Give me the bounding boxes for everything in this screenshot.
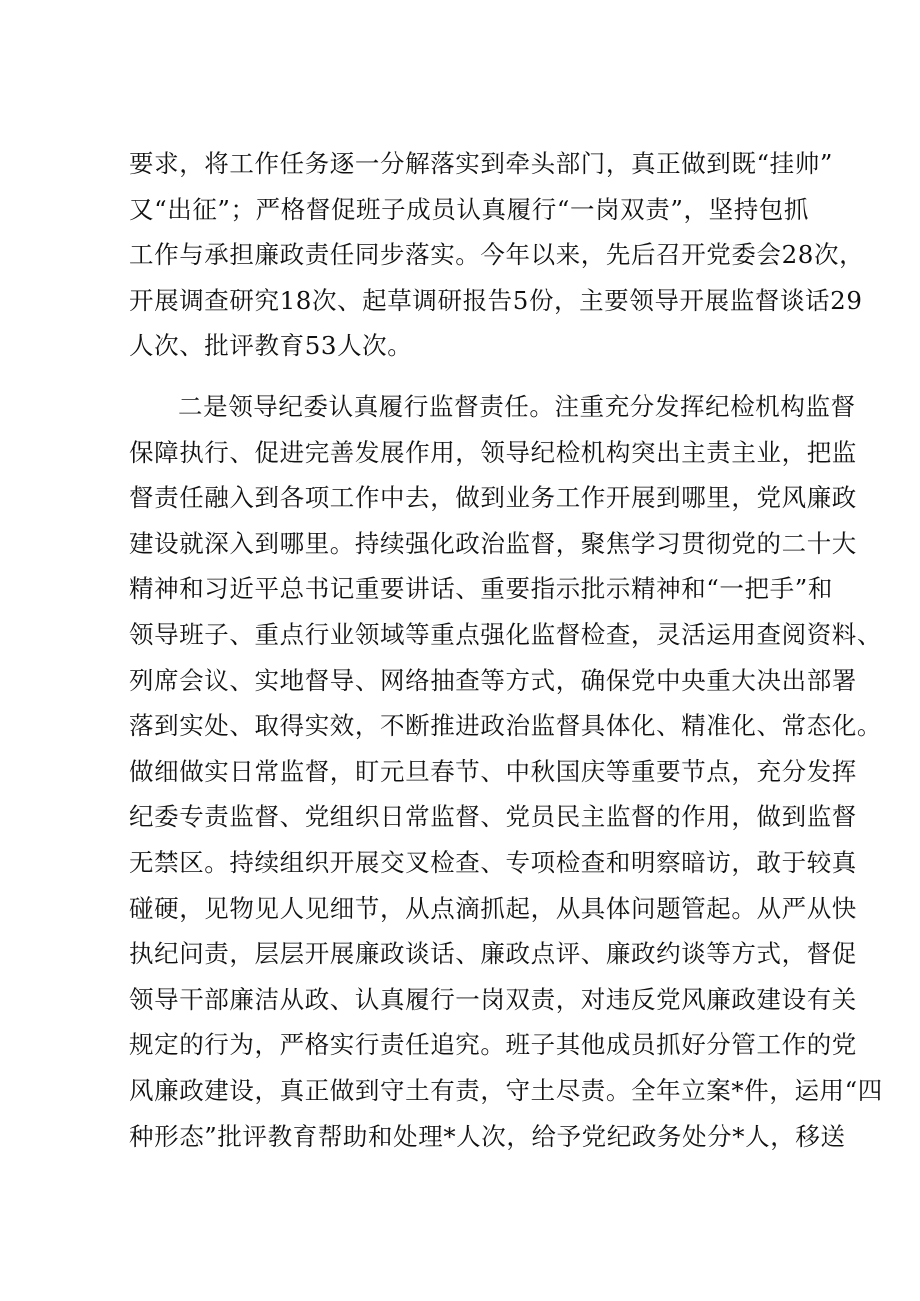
text-line: 落到实处、取得实效，不断推进政治监督具体化、精准化、常态化。 [129,711,882,741]
text-line: 种形态”批评教育帮助和处理*人次，给予党纪政务处分*人，移送 [129,1121,846,1151]
paragraph-2 [129,384,883,1159]
text-line: 无禁区。持续组织开展交叉检查、专项检查和明察暗访，敢于较真 [129,847,857,877]
text-line: 建设就深入到哪里。持续强化政治监督，聚焦学习贯彻党的二十大 [129,528,857,558]
text-line: 二是领导纪委认真履行监督责任。注重充分发挥纪检机构监督 [178,392,856,421]
paragraph-1 [129,141,865,369]
text-line: 碰硬，见物见人见细节，从点滴抓起，从具体问题管起。从严从快 [129,893,857,923]
text-line: 开展调查研究18次、起草调研报告5份，主要领导开展监督谈话29 [129,285,863,315]
text-line: 纪委专责监督、党组织日常监督、党员民主监督的作用，做到监督 [129,802,857,832]
text-line: 又“出征”；严格督促班子成员认真履行“一岗双责”，坚持包抓 [129,194,809,224]
text-line: 规定的行为，严格实行责任追究。班子其他成员抓好分管工作的党 [129,1030,857,1060]
text-line: 列席会议、实地督导、网络抽查等方式，确保党中央重大决出部署 [129,665,857,695]
text-line: 做细做实日常监督，盯元旦春节、中秋国庆等重要节点，充分发挥 [129,756,857,786]
text-line: 领导班子、重点行业领域等重点强化监督检查，灵活运用查阅资料、 [129,619,882,649]
text-line: 要求，将工作任务逐一分解落实到牵头部门，真正做到既“挂帅” [129,149,833,178]
text-line: 人次、批评教育53人次。 [129,331,413,361]
text-line: 保障执行、促进完善发展作用，领导纪检机构突出主责主业，把监 [129,437,857,467]
text-line: 督责任融入到各项工作中去，做到业务工作开展到哪里，党风廉政 [129,483,857,513]
text-line: 风廉政建设，真正做到守土有责，守土尽责。全年立案*件，运用“四 [129,1075,883,1105]
text-line: 工作与承担廉政责任同步落实。今年以来，先后召开党委会28次， [129,240,865,270]
text-line: 执纪问责，层层开展廉政谈话、廉政点评、廉政约谈等方式，督促 [129,939,857,969]
text-line: 领导干部廉洁从政、认真履行一岗双责，对违反党风廉政建设有关 [129,984,857,1014]
text-line: 精神和习近平总书记重要讲话、重要指示批示精神和“一把手”和 [129,574,833,604]
